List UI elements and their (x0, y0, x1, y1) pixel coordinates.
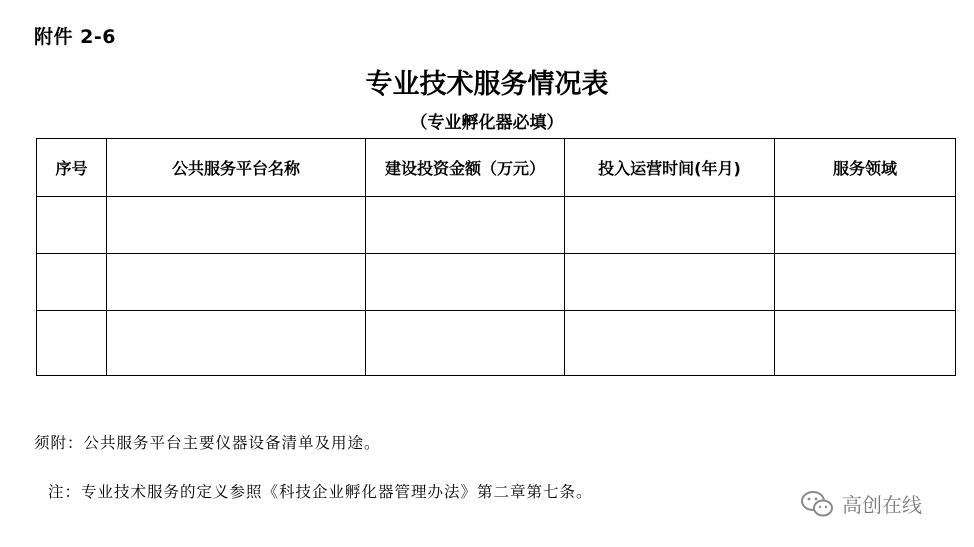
watermark-text: 高创在线 (842, 493, 922, 517)
table-row (37, 254, 956, 311)
table-cell[interactable] (366, 254, 565, 311)
table-cell[interactable] (107, 311, 366, 376)
table-cell[interactable] (37, 197, 107, 254)
table-cell[interactable] (775, 197, 956, 254)
column-header-service-field: 服务领域 (775, 139, 956, 197)
page-subtitle: （专业孵化器必填） (410, 113, 564, 133)
required-attachment-note: 须附：公共服务平台主要仪器设备清单及用途。 (34, 434, 381, 452)
definition-remark-note: 注：专业技术服务的定义参照《科技企业孵化器管理办法》第二章第七条。 (48, 483, 593, 501)
table-cell[interactable] (37, 254, 107, 311)
table-cell[interactable] (366, 311, 565, 376)
wechat-icon (800, 490, 834, 518)
table-cell[interactable] (565, 254, 775, 311)
table-cell[interactable] (565, 197, 775, 254)
table-row (37, 311, 956, 376)
column-header-platform-name: 公共服务平台名称 (107, 139, 366, 197)
watermark (800, 489, 922, 518)
table-cell[interactable] (107, 254, 366, 311)
attachment-label: 附件 2-6 (34, 26, 116, 48)
column-header-index: 序号 (37, 139, 107, 197)
table-cell[interactable] (775, 311, 956, 376)
table-cell[interactable] (366, 197, 565, 254)
table-cell[interactable] (107, 197, 366, 254)
table-cell[interactable] (37, 311, 107, 376)
service-table (36, 138, 956, 376)
column-header-operation-date: 投入运营时间(年月) (565, 139, 775, 197)
table-cell[interactable] (775, 254, 956, 311)
column-header-investment: 建设投资金额（万元） (366, 139, 565, 197)
table-row (37, 197, 956, 254)
table-cell[interactable] (565, 311, 775, 376)
page-title: 专业技术服务情况表 (365, 69, 609, 100)
table-header-row (37, 139, 956, 197)
